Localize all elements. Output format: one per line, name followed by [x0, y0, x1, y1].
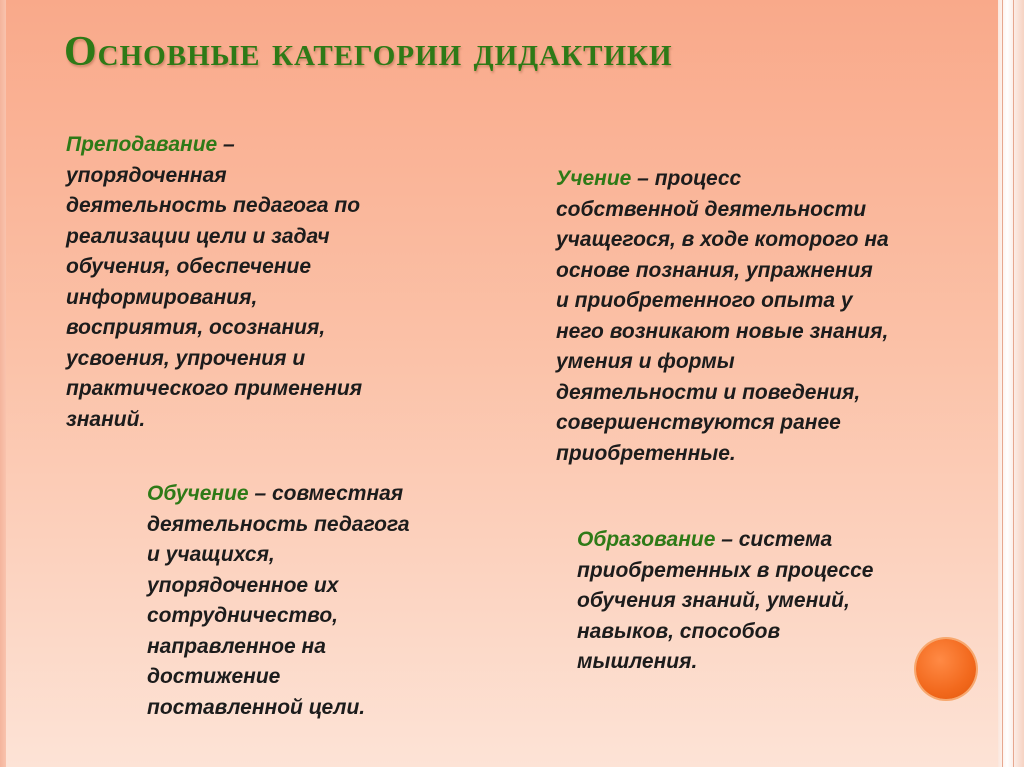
text-obuchenie: – совместная деятельность педагога и учащихся, упорядоченное их сотрудничество, направленное на достижение поставленной цели. [147, 482, 410, 719]
definition-obuchenie [147, 479, 487, 723]
text-prepodavanie: – упорядоченная деятельность педагога по реализации цели и задач обучения, обеспечение информирования, восприятия, осознания, усвоения, упрочения и практического применения знаний. [66, 133, 363, 431]
slide-right-border [998, 0, 1024, 767]
definition-prepodavanie [66, 130, 456, 435]
definition-uchenie [556, 164, 986, 469]
term-obuchenie: Обучение [147, 482, 249, 505]
definition-obrazovanie [577, 525, 957, 678]
text-obrazovanie: – система приобретенных в процессе обучения знаний, умений, навыков, способов мышления. [577, 528, 874, 673]
slide-left-edge [0, 0, 6, 767]
orange-circle-icon [916, 639, 976, 699]
text-uchenie: – процесс собственной деятельности учащегося, в ходе которого на основе познания, упражнения и приобретенного опыта у него возникают новые знания, умения и формы деятельности и поведения, совершенствуются ранее приобретенные. [556, 167, 889, 465]
term-uchenie: Учение [556, 167, 632, 190]
slide-title: Основные категории дидактики [64, 29, 673, 75]
term-obrazovanie: Образование [577, 528, 716, 551]
term-prepodavanie: Преподавание [66, 133, 218, 156]
